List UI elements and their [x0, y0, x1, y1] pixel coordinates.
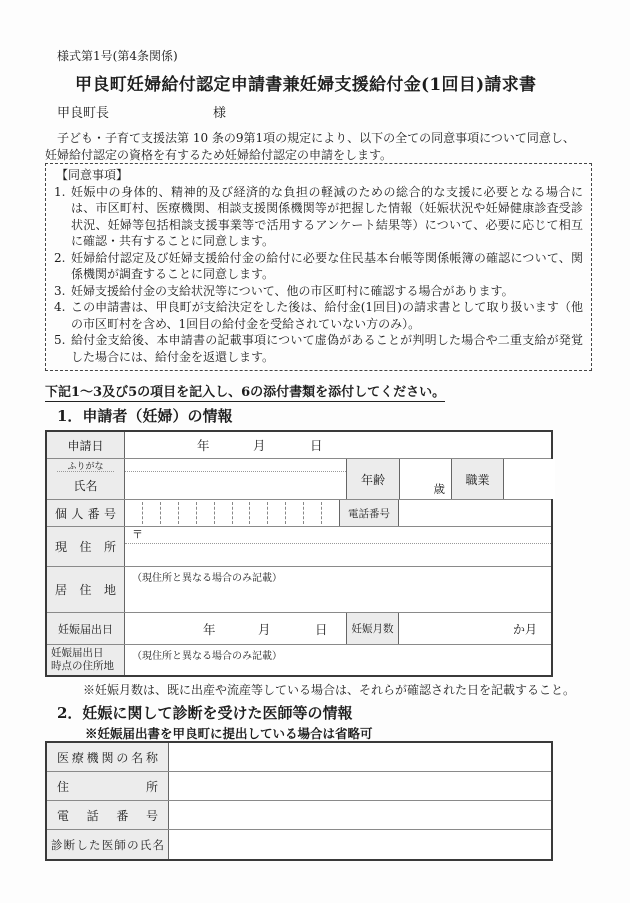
pregnancy-months-input[interactable] [399, 613, 551, 644]
doctor-name-row [47, 830, 551, 859]
consent-item-number: 3. [54, 283, 66, 298]
job-input[interactable] [504, 459, 555, 499]
digit-box[interactable] [285, 502, 303, 524]
pregnancy-months-label: 妊娠月数 [351, 623, 394, 635]
doctor-address-label-cell [47, 772, 169, 800]
personal-number-label: 個人番号 [55, 506, 116, 521]
personal-number-row [47, 500, 551, 527]
intro-line-1: 子ども・子育て支援法第 10 条の9第1項の規定により、以下の全ての同意事項について同意し、 [45, 131, 575, 145]
consent-item-text: 妊婦給付認定及び妊婦支援給付金の給付に必要な住民基本台帳等関係帳簿の確認について、関係機関が調査することに同意します。 [71, 250, 583, 281]
doctor-info-table [45, 741, 553, 861]
name-label-inner [65, 472, 105, 499]
notification-date-label: 妊娠届出日 [58, 622, 113, 636]
form-number: 様式第1号(第4条関係) [57, 49, 178, 63]
digit-box[interactable] [142, 502, 160, 524]
age-input[interactable] [400, 459, 452, 499]
age-label-cell [347, 459, 400, 499]
year-label: 年 [203, 621, 216, 637]
personal-number-label-cell [47, 500, 125, 526]
consent-item [54, 299, 583, 332]
fill-instruction: 下記1～3及び5の項目を記入し、6の添付書類を添付してください。 [45, 381, 445, 402]
consent-item-number: 5. [54, 333, 66, 347]
consent-item-text: 妊娠中の身体的、精神的及び経済的な負担の軽減のための総合的な支援に必要となる場合には、市区町村、医療機関、相談支援関係機関等が把握した情報（妊娠状況や妊婦健康診査受診状況、妊婦等包括相談支援事業等で活用するアンケート結果等）について、必要に応じて相互に確認・共有することに同意します。 [71, 184, 583, 248]
current-address-input[interactable] [125, 527, 551, 566]
phone-label-cell [340, 500, 399, 526]
address-line[interactable] [125, 544, 551, 566]
phone-input[interactable] [399, 500, 551, 526]
section2-note: ※妊娠届出書を甲良町に提出している場合は省略可 [85, 726, 373, 741]
residence-label-cell [47, 567, 125, 612]
postal-mark: 〒 [132, 528, 143, 541]
consent-item [54, 250, 583, 283]
name-label: 氏名 [73, 479, 98, 493]
residence-label: 居住地 [55, 583, 116, 597]
doctor-name-label: 診断した医師の氏名 [51, 837, 164, 852]
consent-heading: 【同意事項】 [56, 168, 129, 182]
digit-box[interactable] [196, 502, 214, 524]
consent-item-number: 2. [54, 250, 66, 265]
current-address-label: 現住所 [55, 540, 116, 554]
doctor-address-label: 住所 [57, 779, 158, 794]
furigana-label-cell [57, 459, 113, 472]
intro-paragraph [45, 130, 592, 163]
digit-box[interactable] [125, 502, 142, 524]
consent-item-number: 4. [54, 300, 66, 314]
name-input[interactable] [125, 472, 346, 499]
consent-item-text: この申請書は、甲良町が支給決定をした後は、給付金(1回目)の請求書として取り扱います（他の市区町村を含め、1回目の給付金を受給されていない方のみ）。 [71, 300, 583, 331]
application-date-label: 申請日 [67, 438, 104, 453]
residence-note: （現住所と異なる場合のみ記載） [132, 573, 282, 584]
consent-item-text: 妊婦支援給付金の支給状況等について、他の市区町村に確認する場合があります。 [71, 283, 514, 298]
medical-institution-row [47, 743, 551, 772]
doctor-phone-label: 電話番号 [57, 808, 158, 823]
month-label: 月 [253, 438, 266, 453]
pregnancy-months-label-cell [347, 613, 399, 644]
job-label-cell [452, 459, 504, 499]
residence-row [47, 567, 551, 613]
furigana-input[interactable] [125, 459, 346, 472]
residence-input[interactable] [125, 567, 551, 612]
digit-box[interactable] [249, 502, 267, 524]
notification-date-input[interactable] [125, 613, 347, 644]
furigana-label: ふりがな [67, 461, 104, 472]
digit-box[interactable] [232, 502, 250, 524]
page-title: 甲良町妊婦給付認定申請書兼妊婦支援給付金(1回目)請求書 [75, 75, 537, 95]
section1-heading: 1．申請者（妊婦）の情報 [57, 407, 233, 425]
notification-address-input[interactable] [125, 645, 551, 675]
notification-address-label: 妊娠届出日 時点の住所地 [51, 646, 114, 672]
digit-box[interactable] [321, 502, 339, 524]
day-label: 日 [310, 438, 323, 453]
personal-number-input[interactable] [125, 500, 340, 526]
notification-date-row [47, 613, 551, 645]
medical-institution-label-cell [47, 743, 169, 771]
notification-date-label-cell [47, 613, 125, 644]
notification-address-row [47, 645, 551, 675]
consent-box [45, 163, 592, 371]
consent-item-text: 給付金支給後、本申請書の記載事項について虚偽があることが判明した場合や二重支給が発覚した場合には、給付金を返還します。 [71, 333, 583, 364]
age-label: 年齢 [360, 472, 385, 487]
digit-box[interactable] [178, 502, 196, 524]
notification-address-note: （現住所と異なる場合のみ記載） [132, 651, 282, 662]
digit-box[interactable] [160, 502, 178, 524]
applicant-info-table [45, 430, 553, 677]
pregnancy-months-note: ※妊娠月数は、既に出産や流産等している場合は、それらが確認された日を記載すること。 [83, 683, 576, 697]
addressee: 甲良町長 [57, 106, 110, 121]
addressee-honorific: 様 [213, 106, 227, 121]
consent-item [54, 283, 583, 300]
medical-institution-label: 医療機関の名称 [57, 750, 158, 765]
doctor-name-label-cell [47, 830, 169, 859]
section2-heading: 2．妊娠に関して診断を受けた医師等の情報 [57, 704, 353, 722]
name-input-block [125, 459, 347, 499]
month-label: 月 [258, 621, 271, 637]
postal-code-line[interactable] [125, 527, 551, 544]
application-date-input[interactable] [125, 432, 551, 458]
year-label: 年 [197, 438, 210, 453]
medical-institution-input[interactable] [169, 743, 551, 771]
intro-line-2: 妊婦給付認定の資格を有するため妊婦給付認定の申請をします。 [45, 147, 393, 162]
application-date-label-cell [47, 432, 125, 458]
doctor-phone-label-cell [47, 801, 169, 829]
doctor-phone-row [47, 801, 551, 830]
notification-address-label-cell [47, 645, 125, 675]
current-address-row [47, 527, 551, 567]
doctor-name-input[interactable] [169, 830, 551, 859]
consent-item [54, 184, 583, 250]
age-unit-label: 歳 [433, 482, 445, 496]
day-label: 日 [315, 621, 328, 637]
doctor-phone-input[interactable] [169, 801, 551, 829]
current-address-label-cell [47, 527, 125, 566]
doctor-address-row [47, 772, 551, 801]
digit-box[interactable] [214, 502, 232, 524]
doctor-address-input[interactable] [169, 772, 551, 800]
months-unit-label: か月 [512, 622, 537, 636]
consent-item-number: 1. [54, 184, 66, 199]
job-label: 職業 [465, 472, 490, 487]
digit-box[interactable] [303, 502, 321, 524]
application-date-row [47, 432, 551, 459]
name-row [47, 459, 551, 500]
digit-box[interactable] [267, 502, 285, 524]
consent-item [54, 332, 583, 365]
phone-label: 電話番号 [348, 507, 390, 520]
name-label-cell [47, 459, 125, 499]
